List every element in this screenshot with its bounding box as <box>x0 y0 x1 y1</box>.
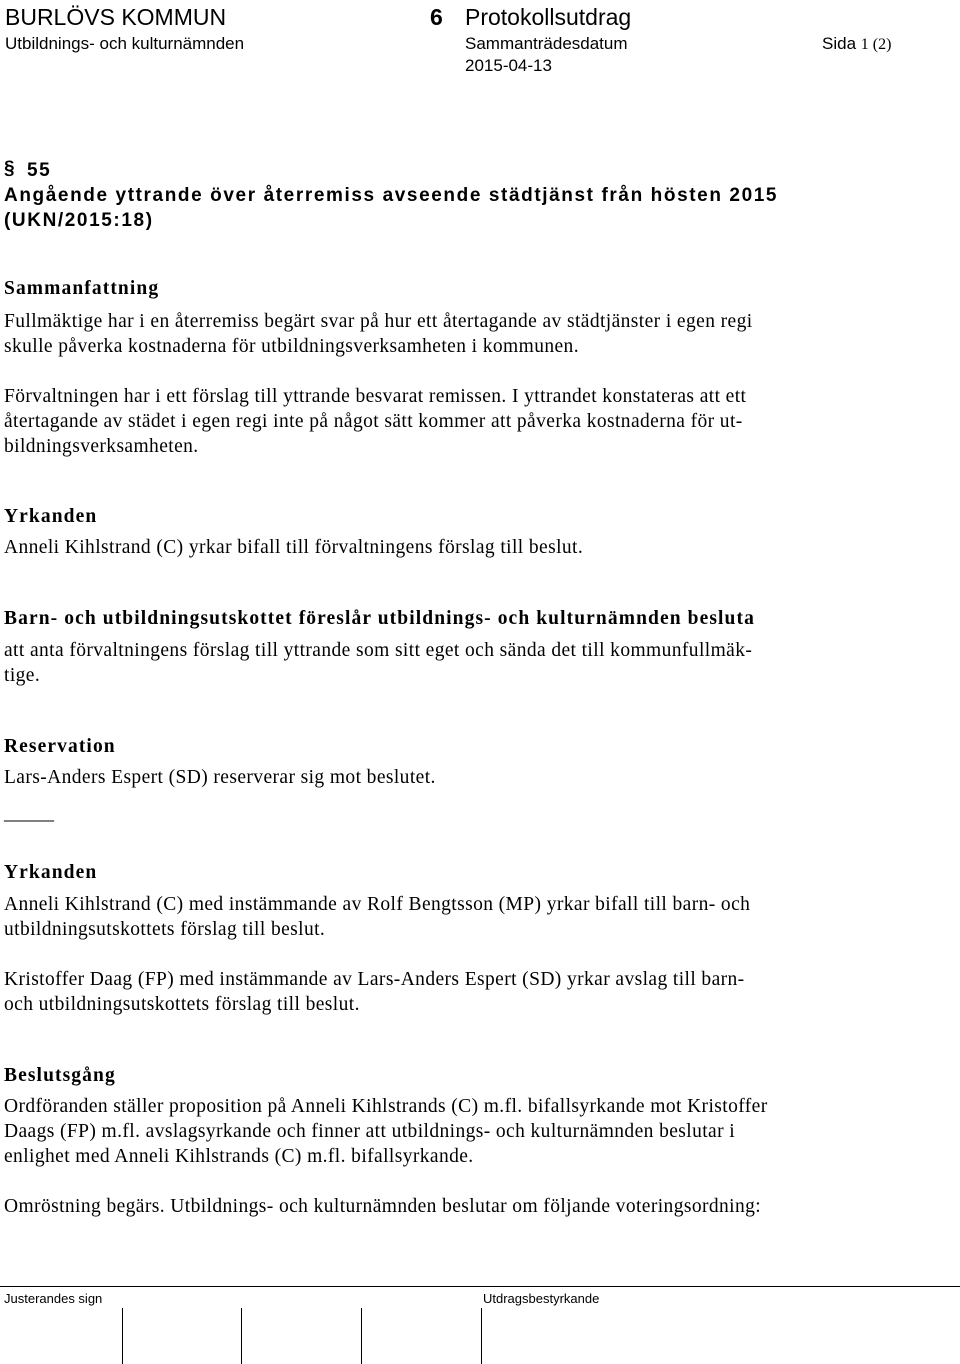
reservation-heading: Reservation <box>4 736 116 757</box>
footer-divider <box>0 1286 960 1287</box>
signature-box-divider <box>122 1308 123 1364</box>
decision-procedure-heading: Beslutsgång <box>4 1065 116 1086</box>
decision-p1-line3: enlighet med Anneli Kihlstrands (C) m.fl. bifallsyrkande. <box>4 1146 474 1167</box>
organization-name: BURLÖVS KOMMUN <box>5 4 227 30</box>
section-number: 55 <box>27 160 52 181</box>
committee-name: Utbildnings- och kulturnämnden <box>5 34 245 53</box>
decision-p1-line2: Daags (FP) m.fl. avslagsyrkande och finner att utbildnings- och kulturnämnden beslutar i <box>4 1121 736 1142</box>
motions-1-line1: Anneli Kihlstrand (C) yrkar bifall till förvaltningens förslag till beslut. <box>4 537 584 558</box>
signature-box-divider <box>481 1308 482 1364</box>
page-indicator <box>822 34 891 54</box>
paragraph-symbol: § <box>4 158 17 179</box>
summary-p1-line2: skulle påverka kostnaderna för utbildningsverksamheten i kommunen. <box>4 336 579 357</box>
meeting-date: 2015-04-13 <box>465 56 552 75</box>
separator-line: _____ <box>4 802 54 824</box>
justerandes-sign-label: Justerandes sign <box>4 1291 103 1306</box>
reservation-line1: Lars-Anders Espert (SD) reserverar sig mot beslutet. <box>4 767 436 788</box>
motions-2-p1-line1: Anneli Kihlstrand (C) med instämmande av Rolf Bengtsson (MP) yrkar bifall till barn- och <box>4 894 751 915</box>
page-number: 1 (2) <box>860 36 892 53</box>
signature-box-divider <box>241 1308 242 1364</box>
summary-p2-line1: Förvaltningen har i ett förslag till yttrande besvarat remissen. I yttrandet konstateras att ett <box>4 386 747 407</box>
document-type: Protokollsutdrag <box>465 4 632 30</box>
section-title-line2: (UKN/2015:18) <box>4 210 154 231</box>
page-label: Sida <box>822 34 857 53</box>
motions-heading-1: Yrkanden <box>4 506 98 527</box>
signature-box-divider <box>361 1308 362 1364</box>
summary-p2-line2: återtagande av städet i egen regi inte på något sätt kommer att påverka kostnaderna för ut- <box>4 411 743 432</box>
motions-2-p2-line2: och utbildningsutskottets förslag till beslut. <box>4 994 360 1015</box>
motions-2-p2-line1: Kristoffer Daag (FP) med instämmande av Lars-Anders Espert (SD) yrkar avslag till barn- <box>4 969 745 990</box>
meeting-date-label: Sammanträdesdatum <box>465 34 628 53</box>
decision-p1-line1: Ordföranden ställer proposition på Anneli Kihlstrands (C) m.fl. bifallsyrkande mot Kristoffer <box>4 1096 768 1117</box>
decision-p2-line1: Omröstning begärs. Utbildnings- och kulturnämnden beslutar om följande voteringsordning: <box>4 1196 762 1217</box>
proposal-line1: att anta förvaltningens förslag till yttrande som sitt eget och sända det till kommunfullmäk- <box>4 640 753 661</box>
section-heading <box>4 156 16 182</box>
summary-heading: Sammanfattning <box>4 278 160 299</box>
section-title-line1: Angående yttrande över återremiss avseende städtjänst från hösten 2015 <box>4 185 779 206</box>
motions-2-p1-line2: utbildningsutskottets förslag till beslut. <box>4 919 326 940</box>
proposal-heading: Barn- och utbildningsutskottet föreslår utbildnings- och kulturnämnden besluta <box>4 608 755 629</box>
motions-heading-2: Yrkanden <box>4 862 98 883</box>
utdragsbestyrkande-label: Utdragsbestyrkande <box>483 1291 600 1306</box>
summary-p1-line1: Fullmäktige har i en återremiss begärt svar på hur ett återtagande av städtjänster i egen regi <box>4 311 753 332</box>
summary-p2-line3: bildningsverksamheten. <box>4 436 199 457</box>
proposal-line2: tige. <box>4 665 41 686</box>
item-number: 6 <box>430 4 443 30</box>
